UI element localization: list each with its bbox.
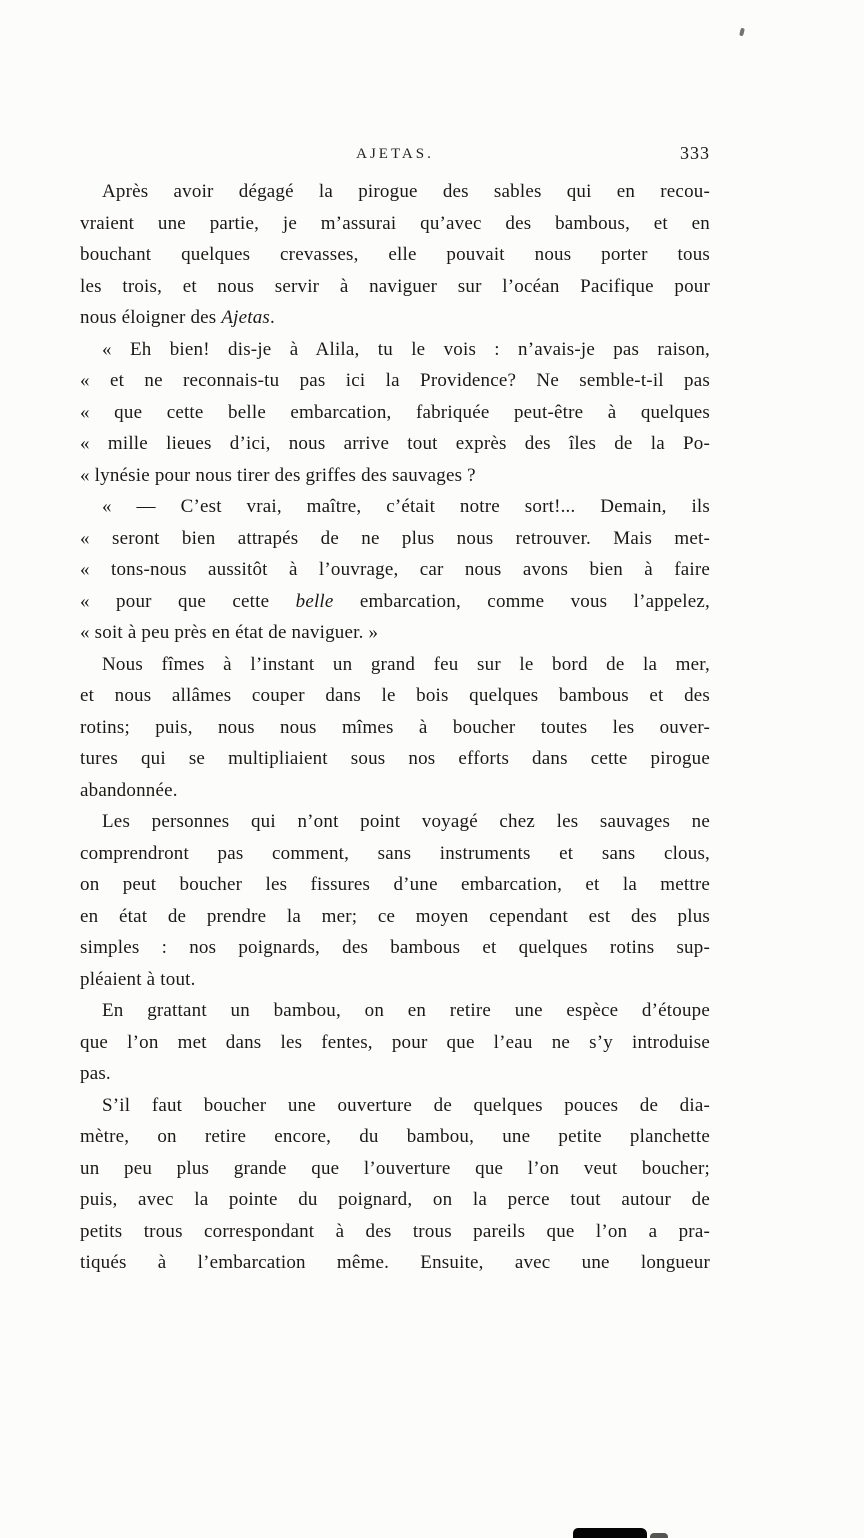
page-number: 333 <box>680 143 710 163</box>
text-block <box>80 176 710 1279</box>
text-line: puis, avec la pointe du poignard, on la perce tout autour de <box>80 1189 710 1210</box>
text-line: et nous allâmes couper dans le bois quelques bambous et des <box>80 685 710 706</box>
text-line: un peu plus grande que l’ouverture que l’on veut boucher; <box>80 1157 710 1179</box>
scan-artifact <box>650 1533 668 1538</box>
paragraph <box>80 491 710 649</box>
text-line: nous éloigner des Ajetas. <box>80 307 275 328</box>
text-line: En grattant un bambou, on en retire une espèce d’étoupe <box>102 1000 710 1021</box>
text-line: simples : nos poignards, des bambous et quelques rotins sup- <box>80 937 710 958</box>
text-line: pléaient à tout. <box>80 968 196 990</box>
text-line: que l’on met dans les fentes, pour que l’eau ne s’y introduise <box>80 1031 710 1053</box>
text-line: « pour que cette belle embarcation, comme vous l’appelez, <box>80 590 710 612</box>
text-line: mètre, on retire encore, du bambou, une petite planchette <box>80 1126 710 1147</box>
text-line: Nous fîmes à l’instant un grand feu sur le bord de la mer, <box>102 653 710 675</box>
text-line: abandonnée. <box>80 779 178 801</box>
text-line: « seront bien attrapés de ne plus nous retrouver. Mais met- <box>80 527 710 549</box>
text-line: petits trous correspondant à des trous pareils que l’on a pra- <box>80 1220 710 1242</box>
text-line: rotins; puis, nous nous mîmes à boucher toutes les ouver- <box>80 716 710 738</box>
text-line: Les personnes qui n’ont point voyagé chez les sauvages ne <box>102 811 710 832</box>
text-line: S’il faut boucher une ouverture de quelques pouces de dia- <box>102 1094 710 1116</box>
text-line: « mille lieues d’ici, nous arrive tout exprès des îles de la Po- <box>80 433 710 454</box>
text-line: « soit à peu près en état de naviguer. » <box>80 622 379 643</box>
text-line: « Eh bien! dis-je à Alila, tu le vois : n’avais-je pas raison, <box>102 338 710 360</box>
text-line: « que cette belle embarcation, fabriquée peut-être à quelques <box>80 401 710 423</box>
text-line: comprendront pas comment, sans instruments et sans clous, <box>80 842 710 864</box>
paragraph <box>80 806 710 995</box>
running-title: AJETAS. <box>356 146 434 162</box>
paragraph <box>80 649 710 807</box>
page-header <box>80 143 710 172</box>
paragraph <box>80 995 710 1090</box>
paragraph <box>80 334 710 492</box>
text-line: tures qui se multipliaient sous nos efforts dans cette pirogue <box>80 748 710 769</box>
text-line: tiqués à l’embarcation même. Ensuite, avec une longueur <box>80 1252 710 1273</box>
text-line: bouchant quelques crevasses, elle pouvait nous porter tous <box>80 244 710 265</box>
text-line: les trois, et nous servir à naviguer sur l’océan Pacifique pour <box>80 275 710 297</box>
text-line: Après avoir dégagé la pirogue des sables qui en recou- <box>102 181 710 202</box>
text-line: en état de prendre la mer; ce moyen cependant est des plus <box>80 905 710 927</box>
text-line: pas. <box>80 1063 111 1084</box>
text-line: on peut boucher les fissures d’une embarcation, et la mettre <box>80 874 710 895</box>
paragraph <box>80 176 710 334</box>
text-line: vraient une partie, je m’assurai qu’avec des bambous, et en <box>80 212 710 234</box>
text-line: « lynésie pour nous tirer des griffes des sauvages ? <box>80 464 476 486</box>
paragraph <box>80 1090 710 1279</box>
text-line: « et ne reconnais-tu pas ici la Providence? Ne semble-t-il pas <box>80 370 710 391</box>
scan-speck <box>739 28 745 37</box>
text-line: « — C’est vrai, maître, c’était notre sort!... Demain, ils <box>102 496 710 517</box>
text-line: « tons-nous aussitôt à l’ouvrage, car nous avons bien à faire <box>80 559 710 580</box>
scan-artifact <box>573 1528 647 1538</box>
